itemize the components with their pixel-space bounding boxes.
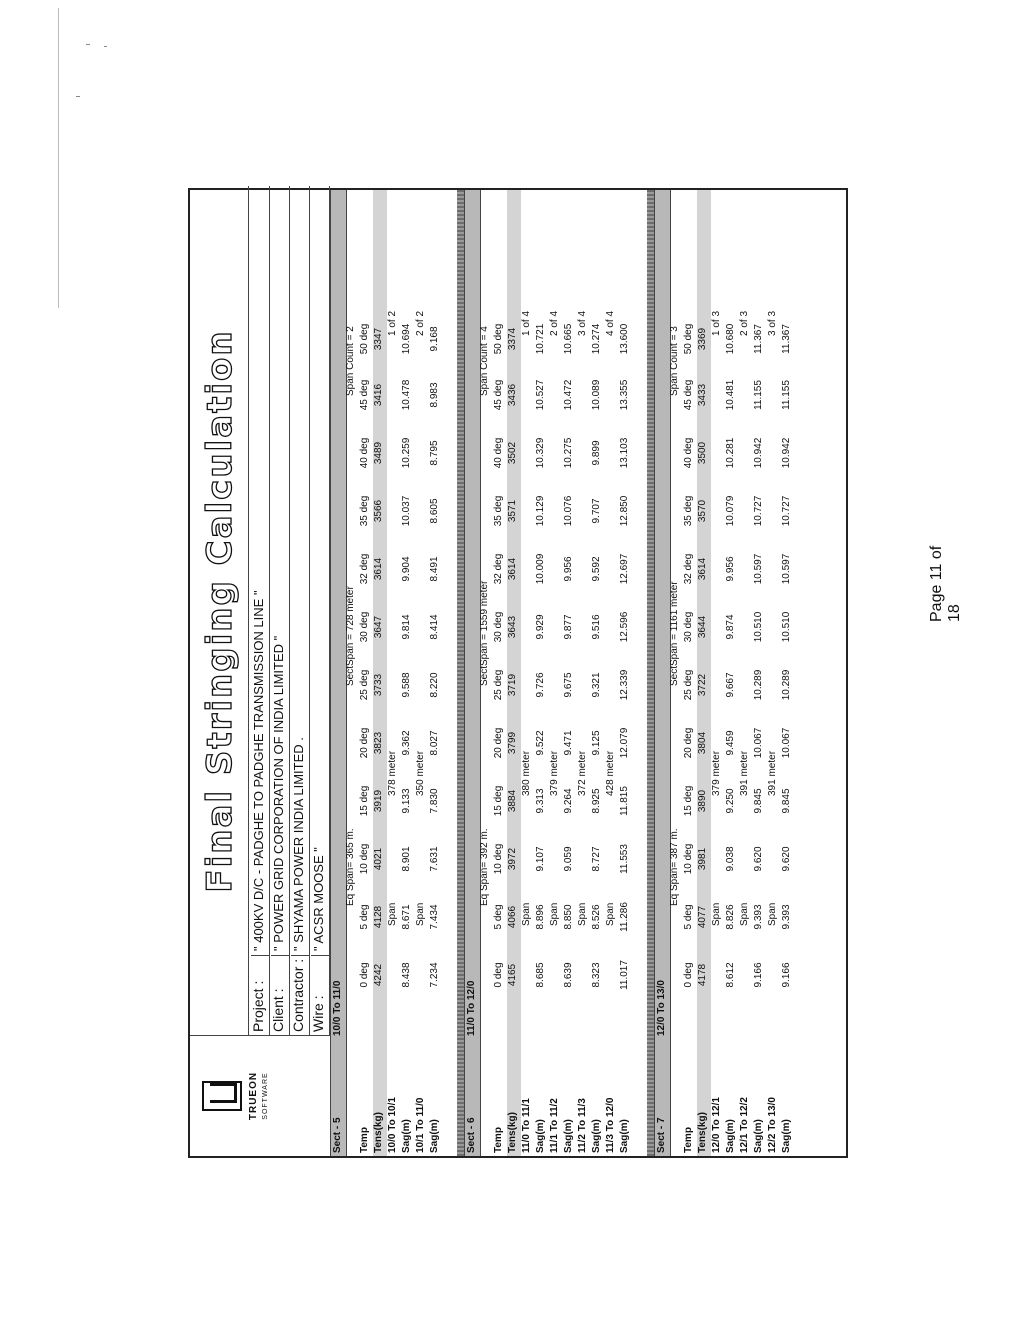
temp-header: 25 deg xyxy=(359,669,370,701)
sag-value: 10.942 xyxy=(753,437,764,469)
sag-value: 8.220 xyxy=(429,672,440,698)
temp-header: 10 deg xyxy=(683,843,694,875)
wire-row xyxy=(309,186,330,1036)
company-logo xyxy=(190,1035,330,1156)
sag-value: 8.685 xyxy=(535,962,546,988)
temp-label: Temp xyxy=(493,1127,504,1153)
tension-value: 3644 xyxy=(697,615,708,639)
section-id: Sect - 6 xyxy=(466,1117,477,1153)
temp-header: 35 deg xyxy=(683,495,694,527)
sag-value: 9.321 xyxy=(591,672,602,698)
span-length: 391 meter xyxy=(739,750,750,796)
temp-header: 15 deg xyxy=(683,785,694,817)
span-index: 1 of 4 xyxy=(521,310,532,336)
sag-value: 9.059 xyxy=(563,846,574,872)
sag-value: 10.089 xyxy=(591,379,602,411)
sag-value: 9.459 xyxy=(725,730,736,756)
span-length: 379 meter xyxy=(711,750,722,796)
span-index: 1 of 3 xyxy=(711,310,722,336)
sag-value: 10.721 xyxy=(535,323,546,355)
contractor-row xyxy=(289,186,310,1036)
sag-value: 9.038 xyxy=(725,846,736,872)
sag-label: Sag(m) xyxy=(401,1119,412,1153)
tension-value: 4021 xyxy=(373,847,384,871)
tension-value: 3614 xyxy=(507,557,518,581)
wire-label: Wire : xyxy=(310,995,326,1032)
project-row xyxy=(249,186,270,1036)
tension-value: 4128 xyxy=(373,905,384,929)
sag-value: 8.826 xyxy=(725,904,736,930)
tension-value: 3502 xyxy=(507,441,518,465)
sag-value: 9.667 xyxy=(725,672,736,698)
span-length: 379 meter xyxy=(549,750,560,796)
tension-value: 3981 xyxy=(697,847,708,871)
section-block xyxy=(654,190,809,1156)
tension-value: 4066 xyxy=(507,905,518,929)
sag-value: 9.620 xyxy=(753,846,764,872)
sag-value: 8.491 xyxy=(429,556,440,582)
temp-header: 40 deg xyxy=(493,437,504,469)
sag-value: 10.727 xyxy=(753,495,764,527)
sag-value: 9.522 xyxy=(535,730,546,756)
span-index: 1 of 2 xyxy=(387,310,398,336)
temp-label: Temp xyxy=(359,1127,370,1153)
document-header xyxy=(190,190,330,1156)
sag-value: 8.639 xyxy=(563,962,574,988)
sag-value: 10.942 xyxy=(781,437,792,469)
span-index: 2 of 3 xyxy=(739,310,750,336)
temp-header: 45 deg xyxy=(493,379,504,411)
section-separator xyxy=(647,190,654,1156)
eq-span-label: Eq Span= 365 m. xyxy=(345,828,356,906)
span-word: Span xyxy=(577,902,588,926)
span-word: Span xyxy=(521,902,532,926)
temp-header: 5 deg xyxy=(359,904,370,930)
sag-value: 9.874 xyxy=(725,614,736,640)
sag-value: 9.845 xyxy=(753,788,764,814)
stringing-document xyxy=(188,188,848,1158)
temp-header: 5 deg xyxy=(493,904,504,930)
sag-value: 9.166 xyxy=(753,962,764,988)
sag-value: 7.234 xyxy=(429,962,440,988)
sag-value: 10.510 xyxy=(781,611,792,643)
sag-value: 11.367 xyxy=(781,324,792,354)
sag-value: 8.850 xyxy=(563,904,574,930)
sag-value: 10.281 xyxy=(725,437,736,469)
sag-value: 10.597 xyxy=(781,553,792,585)
temp-header: 5 deg xyxy=(683,904,694,930)
span-length: 372 meter xyxy=(577,750,588,796)
temp-header: 30 deg xyxy=(683,611,694,643)
tension-value: 3799 xyxy=(507,731,518,755)
scan-mark xyxy=(86,44,90,45)
section-range: 10/0 To 11/0 xyxy=(332,980,343,1036)
span-range-label: 11/3 To 12/0 xyxy=(605,1097,616,1153)
sag-value: 8.671 xyxy=(401,904,412,930)
sag-value: 10.727 xyxy=(781,495,792,527)
section-range: 12/0 To 13/0 xyxy=(656,980,667,1036)
section-range: 11/0 To 12/0 xyxy=(466,980,477,1036)
tension-value: 4165 xyxy=(507,963,518,987)
sag-value: 9.726 xyxy=(535,672,546,698)
span-word: Span xyxy=(387,902,398,926)
tension-value: 3433 xyxy=(697,383,708,407)
sag-label: Sag(m) xyxy=(563,1119,574,1153)
sag-value: 10.259 xyxy=(401,437,412,469)
temp-header: 50 deg xyxy=(683,323,694,355)
sag-value: 10.275 xyxy=(563,437,574,469)
sag-value: 10.067 xyxy=(753,727,764,759)
tension-value: 3614 xyxy=(373,557,384,581)
sag-value: 10.289 xyxy=(781,669,792,701)
sag-value: 8.414 xyxy=(429,614,440,640)
sag-value: 9.393 xyxy=(781,904,792,930)
tension-value: 3804 xyxy=(697,731,708,755)
span-range-label: 12/1 To 12/2 xyxy=(739,1097,750,1153)
tension-value: 3416 xyxy=(373,383,384,407)
sag-value: 10.289 xyxy=(753,669,764,701)
client-row xyxy=(269,186,290,1036)
tension-value: 3614 xyxy=(697,557,708,581)
sag-value: 8.795 xyxy=(429,440,440,466)
sag-value: 12.697 xyxy=(619,553,630,585)
span-count-label: Span Count = 2 xyxy=(345,326,356,396)
span-index: 2 of 2 xyxy=(415,310,426,336)
sag-value: 13.600 xyxy=(619,323,630,355)
sag-value: 7.434 xyxy=(429,904,440,930)
sag-value: 9.620 xyxy=(781,846,792,872)
sag-value: 9.588 xyxy=(401,672,412,698)
section-block xyxy=(464,190,647,1156)
span-index: 3 of 3 xyxy=(767,310,778,336)
tension-value: 3374 xyxy=(507,327,518,351)
temp-header: 0 deg xyxy=(359,962,370,988)
temp-header: 0 deg xyxy=(683,962,694,988)
sag-value: 9.814 xyxy=(401,614,412,640)
span-word: Span xyxy=(605,902,616,926)
temp-header: 35 deg xyxy=(359,495,370,527)
tension-value: 4178 xyxy=(697,963,708,987)
span-word: Span xyxy=(711,902,722,926)
sag-value: 10.067 xyxy=(781,727,792,759)
sag-value: 10.680 xyxy=(725,323,736,355)
sag-value: 10.597 xyxy=(753,553,764,585)
contractor-value: " SHYAMA POWER INDIA LIMITED . xyxy=(291,737,309,956)
span-range-label: 12/2 To 13/0 xyxy=(767,1097,778,1153)
temp-header: 20 deg xyxy=(493,727,504,759)
span-word: Span xyxy=(415,902,426,926)
sag-label: Sag(m) xyxy=(429,1119,440,1153)
sag-value: 11.017 xyxy=(619,960,630,990)
tension-value: 3489 xyxy=(373,441,384,465)
tension-value: 3733 xyxy=(373,673,384,697)
sag-value: 11.286 xyxy=(619,902,630,932)
wire-value: " ACSR MOOSE " xyxy=(311,847,329,956)
span-range-label: 11/0 To 11/1 xyxy=(521,1098,532,1153)
span-range-label: 11/2 To 11/3 xyxy=(577,1098,588,1153)
sag-value: 10.274 xyxy=(591,323,602,355)
sag-value: 12.596 xyxy=(619,611,630,643)
tension-label: Tens(kg) xyxy=(373,1112,384,1153)
sag-value: 10.009 xyxy=(535,553,546,585)
contractor-label: Contractor : xyxy=(290,958,306,1032)
sag-value: 11.155 xyxy=(753,380,764,410)
logo-name: TRUEON xyxy=(248,1071,259,1121)
tension-value: 3823 xyxy=(373,731,384,755)
span-length: 380 meter xyxy=(521,750,532,796)
section-separator xyxy=(457,190,464,1156)
sag-label: Sag(m) xyxy=(591,1119,602,1153)
sag-value: 12.079 xyxy=(619,727,630,759)
sag-value: 8.896 xyxy=(535,904,546,930)
tension-value: 3890 xyxy=(697,789,708,813)
logo-subtitle: SOFTWARE xyxy=(262,1072,269,1120)
tension-value: 3566 xyxy=(373,499,384,523)
eq-span-label: Eq Span= 392 m. xyxy=(479,828,490,906)
sag-value: 8.983 xyxy=(429,382,440,408)
sag-value: 8.901 xyxy=(401,846,412,872)
span-word: Span xyxy=(739,902,750,926)
temp-header: 32 deg xyxy=(683,553,694,585)
sag-value: 9.899 xyxy=(591,440,602,466)
temp-header: 0 deg xyxy=(493,962,504,988)
sag-label: Sag(m) xyxy=(619,1119,630,1153)
sag-value: 8.612 xyxy=(725,962,736,988)
sect-span-label: SectSpan = 1559 meter xyxy=(479,580,490,686)
tension-value: 3643 xyxy=(507,615,518,639)
tension-value: 3571 xyxy=(507,499,518,523)
sag-value: 10.478 xyxy=(401,379,412,411)
sag-value: 9.707 xyxy=(591,498,602,524)
sag-value: 8.727 xyxy=(591,846,602,872)
span-length: 378 meter xyxy=(387,750,398,796)
sag-value: 9.125 xyxy=(591,730,602,756)
sag-value: 11.553 xyxy=(619,844,630,874)
span-length: 428 meter xyxy=(605,750,616,796)
temp-header: 20 deg xyxy=(683,727,694,759)
temp-header: 35 deg xyxy=(493,495,504,527)
sag-value: 8.526 xyxy=(591,904,602,930)
span-range-label: 10/1 To 11/0 xyxy=(415,1097,426,1153)
section-block xyxy=(330,190,457,1156)
span-index: 2 of 4 xyxy=(549,310,560,336)
sag-value: 12.850 xyxy=(619,495,630,527)
temp-header: 40 deg xyxy=(359,437,370,469)
temp-header: 30 deg xyxy=(359,611,370,643)
tension-value: 3570 xyxy=(697,499,708,523)
project-info xyxy=(248,186,331,1036)
sag-value: 9.956 xyxy=(563,556,574,582)
span-word: Span xyxy=(549,902,560,926)
span-word: Span xyxy=(767,902,778,926)
tension-value: 4242 xyxy=(373,963,384,987)
span-count-label: Span Count = 4 xyxy=(479,326,490,396)
temp-header: 25 deg xyxy=(683,669,694,701)
page-title: Final Stringing Calculation xyxy=(200,329,240,893)
sag-value: 10.527 xyxy=(535,379,546,411)
sag-value: 9.107 xyxy=(535,846,546,872)
span-range-label: 12/0 To 12/1 xyxy=(711,1097,722,1153)
temp-header: 20 deg xyxy=(359,727,370,759)
eq-span-label: Eq Span= 387 m. xyxy=(669,828,680,906)
tension-value: 3347 xyxy=(373,327,384,351)
temp-header: 10 deg xyxy=(359,843,370,875)
scan-edge-line xyxy=(58,8,59,308)
temp-header: 32 deg xyxy=(493,553,504,585)
span-index: 3 of 4 xyxy=(577,310,588,336)
sag-value: 10.079 xyxy=(725,495,736,527)
temp-header: 50 deg xyxy=(493,323,504,355)
sag-value: 7.830 xyxy=(429,788,440,814)
sag-value: 11.155 xyxy=(781,380,792,410)
section-id: Sect - 5 xyxy=(332,1117,343,1153)
tension-value: 3884 xyxy=(507,789,518,813)
sag-value: 9.929 xyxy=(535,614,546,640)
temp-header: 15 deg xyxy=(359,785,370,817)
tension-value: 3500 xyxy=(697,441,708,465)
scan-mark xyxy=(76,96,80,97)
sect-span-label: SectSpan = 1161 meter xyxy=(669,581,680,686)
span-length: 350 meter xyxy=(415,750,426,796)
sag-value: 8.027 xyxy=(429,730,440,756)
section-id: Sect - 7 xyxy=(656,1117,667,1153)
temp-header: 25 deg xyxy=(493,669,504,701)
span-length: 391 meter xyxy=(767,750,778,796)
sag-value: 9.516 xyxy=(591,614,602,640)
sag-value: 9.904 xyxy=(401,556,412,582)
sag-label: Sag(m) xyxy=(535,1119,546,1153)
page-footer: Page 11 of 18 xyxy=(928,545,963,622)
sag-value: 9.168 xyxy=(429,326,440,352)
sag-value: 9.877 xyxy=(563,614,574,640)
sag-value: 7.631 xyxy=(429,846,440,872)
project-label: Project : xyxy=(250,980,266,1032)
sag-value: 9.133 xyxy=(401,788,412,814)
sag-value: 10.481 xyxy=(725,379,736,411)
tension-value: 3436 xyxy=(507,383,518,407)
temp-header: 32 deg xyxy=(359,553,370,585)
sag-value: 11.367 xyxy=(753,324,764,354)
sag-value: 13.103 xyxy=(619,437,630,469)
tension-value: 3972 xyxy=(507,847,518,871)
tension-value: 3722 xyxy=(697,673,708,697)
tension-value: 3369 xyxy=(697,327,708,351)
sect-span-label: SectSpan = 728 meter xyxy=(345,586,356,686)
sag-value: 9.166 xyxy=(781,962,792,988)
sag-value: 9.393 xyxy=(753,904,764,930)
tension-label: Tens(kg) xyxy=(507,1112,518,1153)
sag-value: 10.472 xyxy=(563,379,574,411)
sag-value: 12.339 xyxy=(619,669,630,701)
sag-value: 9.313 xyxy=(535,788,546,814)
client-label: Client : xyxy=(270,988,286,1032)
sag-value: 10.129 xyxy=(535,495,546,527)
tension-value: 3719 xyxy=(507,673,518,697)
temp-header: 50 deg xyxy=(359,323,370,355)
temp-header: 45 deg xyxy=(683,379,694,411)
tension-value: 3647 xyxy=(373,615,384,639)
client-value: " POWER GRID CORPORATION OF INDIA LIMITED " xyxy=(271,636,289,956)
temp-header: 40 deg xyxy=(683,437,694,469)
span-index: 4 of 4 xyxy=(605,310,616,336)
sag-value: 8.925 xyxy=(591,788,602,814)
sag-value: 8.323 xyxy=(591,962,602,988)
sag-value: 9.471 xyxy=(563,730,574,756)
temp-header: 10 deg xyxy=(493,843,504,875)
sag-value: 10.510 xyxy=(753,611,764,643)
span-range-label: 10/0 To 10/1 xyxy=(387,1097,398,1153)
sag-label: Sag(m) xyxy=(753,1119,764,1153)
sag-value: 10.694 xyxy=(401,323,412,355)
sag-value: 9.845 xyxy=(781,788,792,814)
sag-value: 9.956 xyxy=(725,556,736,582)
sag-value: 10.329 xyxy=(535,437,546,469)
sag-label: Sag(m) xyxy=(781,1119,792,1153)
scan-mark xyxy=(104,46,107,47)
logo-mark-icon xyxy=(202,1081,242,1111)
temp-header: 15 deg xyxy=(493,785,504,817)
temp-label: Temp xyxy=(683,1127,694,1153)
sag-value: 9.675 xyxy=(563,672,574,698)
sag-value: 9.264 xyxy=(563,788,574,814)
sag-value: 11.815 xyxy=(619,786,630,816)
project-value: " 400KV D/C - PADGHE TO PADGHE TRANSMISSION LINE " xyxy=(251,590,269,956)
sag-value: 8.438 xyxy=(401,962,412,988)
tension-value: 4077 xyxy=(697,905,708,929)
sag-value: 10.037 xyxy=(401,495,412,527)
sag-label: Sag(m) xyxy=(725,1119,736,1153)
tension-label: Tens(kg) xyxy=(697,1112,708,1153)
sag-value: 13.355 xyxy=(619,379,630,411)
sag-value: 10.076 xyxy=(563,495,574,527)
temp-header: 45 deg xyxy=(359,379,370,411)
sag-value: 8.605 xyxy=(429,498,440,524)
span-count-label: Span Count = 3 xyxy=(669,326,680,396)
sag-value: 9.250 xyxy=(725,788,736,814)
tension-value: 3919 xyxy=(373,789,384,813)
sag-value: 9.592 xyxy=(591,556,602,582)
span-range-label: 11/1 To 11/2 xyxy=(549,1098,560,1153)
sag-value: 9.362 xyxy=(401,730,412,756)
temp-header: 30 deg xyxy=(493,611,504,643)
sag-value: 10.665 xyxy=(563,323,574,355)
